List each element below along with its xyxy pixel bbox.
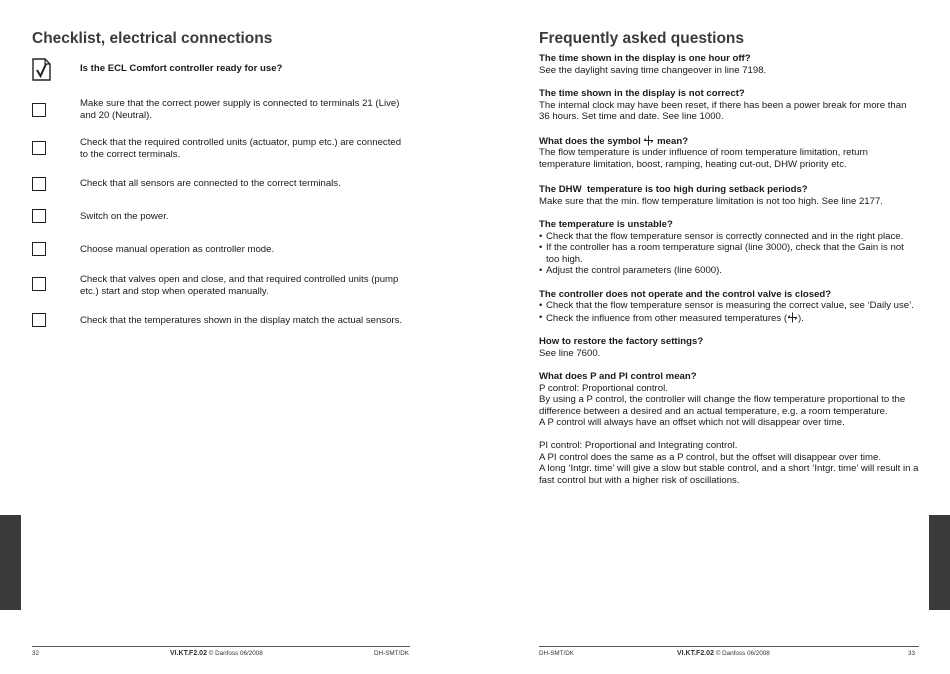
doc-code: VI.KT.F2.02 — [677, 650, 714, 657]
doc-code: VI.KT.F2.02 — [170, 650, 207, 657]
page-number: 32 — [32, 650, 40, 657]
faq-answer: A long ‘Intgr. time’ will give a slow but stable control, and a short ‘Intgr. time’ will result in a fast control but with a higher risk of oscillations. — [539, 463, 919, 486]
faq-item — [539, 371, 919, 486]
faq-bullet-tail: ). — [798, 312, 804, 324]
faq-item — [539, 53, 919, 76]
faq-answer: Make sure that the min. flow temperature limitation is not too high. See line 2177. — [539, 195, 883, 207]
paragraph-spacer — [539, 429, 919, 441]
faq-answer: The internal clock may have been reset, if there has been a power break for more than 36 hours. Set time and date. See line 1000. — [539, 99, 907, 122]
faq-bullet-list — [539, 231, 919, 277]
faq-item — [539, 184, 919, 207]
checklist-document-icon — [32, 58, 51, 81]
checklist-item-text: Check that the required controlled units (actuator, pump etc.) are connected to the correct terminals. — [80, 137, 402, 160]
footer-rule — [539, 646, 919, 647]
checkbox-icon[interactable] — [32, 141, 46, 155]
faq-item — [539, 336, 919, 359]
footer-rule — [32, 646, 410, 647]
faq-answer: See the daylight saving time changeover in line 7198. — [539, 64, 767, 76]
checklist-item-text: Check that the temperatures shown in the display match the actual sensors. — [80, 315, 403, 326]
product-code: DH-SMT/DK — [539, 650, 574, 657]
page-title: Checklist, electrical connections — [32, 30, 273, 47]
checklist-item-text: Check that all sensors are connected to the correct terminals. — [80, 178, 341, 189]
faq-answer: The flow temperature is under influence of room temperature limitation, return temperature limitation, boost, ramping, heating cut-out, DHW priority etc. — [539, 147, 869, 170]
page-title: Frequently asked questions — [539, 30, 744, 47]
copyright: © Danfoss 06/2008 — [208, 650, 263, 657]
faq-bullet: • Adjust the control parameters (line 6000). — [539, 265, 919, 277]
product-code: DH-SMT/DK — [374, 650, 409, 657]
checklist-item-text: Choose manual operation as controller mode. — [80, 244, 275, 255]
influence-symbol-icon — [643, 135, 654, 146]
faq-question: What does P and PI control mean? — [539, 371, 697, 382]
left-edge-tab — [0, 515, 21, 610]
checklist-item-text: Switch on the power. — [80, 211, 169, 222]
faq-answer: See line 7600. — [539, 347, 601, 359]
faq-answer: PI control: Proportional and Integrating control. — [539, 440, 738, 451]
faq-answer: By using a P control, the controller will change the flow temperature proportional to the difference between a desired and an actual temperature, e.g. a room temperature. — [539, 394, 906, 417]
checkbox-icon[interactable] — [32, 209, 46, 223]
influence-symbol-icon — [787, 312, 798, 323]
faq-question: How to restore the factory settings? — [539, 336, 704, 347]
checkbox-icon[interactable] — [32, 277, 46, 291]
faq-question: The time shown in the display is one hour off? — [539, 53, 751, 64]
copyright: © Danfoss 06/2008 — [715, 650, 770, 657]
faq-question-start: What does the symbol — [539, 135, 641, 147]
faq-question: The temperature is unstable? — [539, 219, 673, 230]
faq-question: The time shown in the display is not correct? — [539, 88, 745, 99]
footer-doc-info — [170, 650, 263, 657]
faq-item — [539, 88, 919, 123]
checkbox-icon[interactable] — [32, 177, 46, 191]
faq-bullet-text: Check the influence from other measured temperatures ( — [546, 312, 788, 324]
checkbox-icon[interactable] — [32, 313, 46, 327]
faq-question — [539, 135, 919, 148]
checklist-item-text: Make sure that the correct power supply is connected to terminals 21 (Live) and 20 (Neutral). — [80, 98, 400, 121]
faq-bullet-with-symbol — [539, 312, 919, 325]
faq-bullet: • If the controller has a room temperature signal (line 3000), check that the Gain is not too high. — [539, 242, 919, 265]
faq-question: The DHW temperature is too high during setback periods? — [539, 184, 808, 195]
faq-item — [539, 289, 919, 325]
footer-doc-info — [677, 650, 770, 657]
faq-question-end: mean? — [657, 135, 689, 147]
faq-bullet-list — [539, 300, 919, 324]
right-edge-tab — [929, 515, 950, 610]
faq-bullet: • Check that the flow temperature sensor is measuring the correct value, see ‘Daily use’. — [539, 300, 919, 312]
faq-answer: P control: Proportional control. — [539, 382, 668, 394]
checkbox-icon[interactable] — [32, 242, 46, 256]
checklist-item-text: Is the ECL Comfort controller ready for use? — [80, 63, 283, 74]
faq-list — [539, 53, 919, 498]
checkbox-icon[interactable] — [32, 103, 46, 117]
faq-question: The controller does not operate and the control valve is closed? — [539, 288, 832, 300]
faq-answer: A PI control does the same as a P control, but the offset will disappear over time. — [539, 451, 882, 463]
faq-bullet: • Check that the flow temperature sensor is correctly connected and in the right place. — [539, 231, 919, 243]
faq-item — [539, 135, 919, 171]
faq-answer: A P control will always have an offset which not will disappear over time. — [539, 417, 845, 428]
page-number: 33 — [908, 650, 916, 657]
checklist-item-text: Check that valves open and close, and that required controlled units (pump etc.) start and stop when operated manually. — [80, 274, 399, 297]
faq-item — [539, 219, 919, 277]
